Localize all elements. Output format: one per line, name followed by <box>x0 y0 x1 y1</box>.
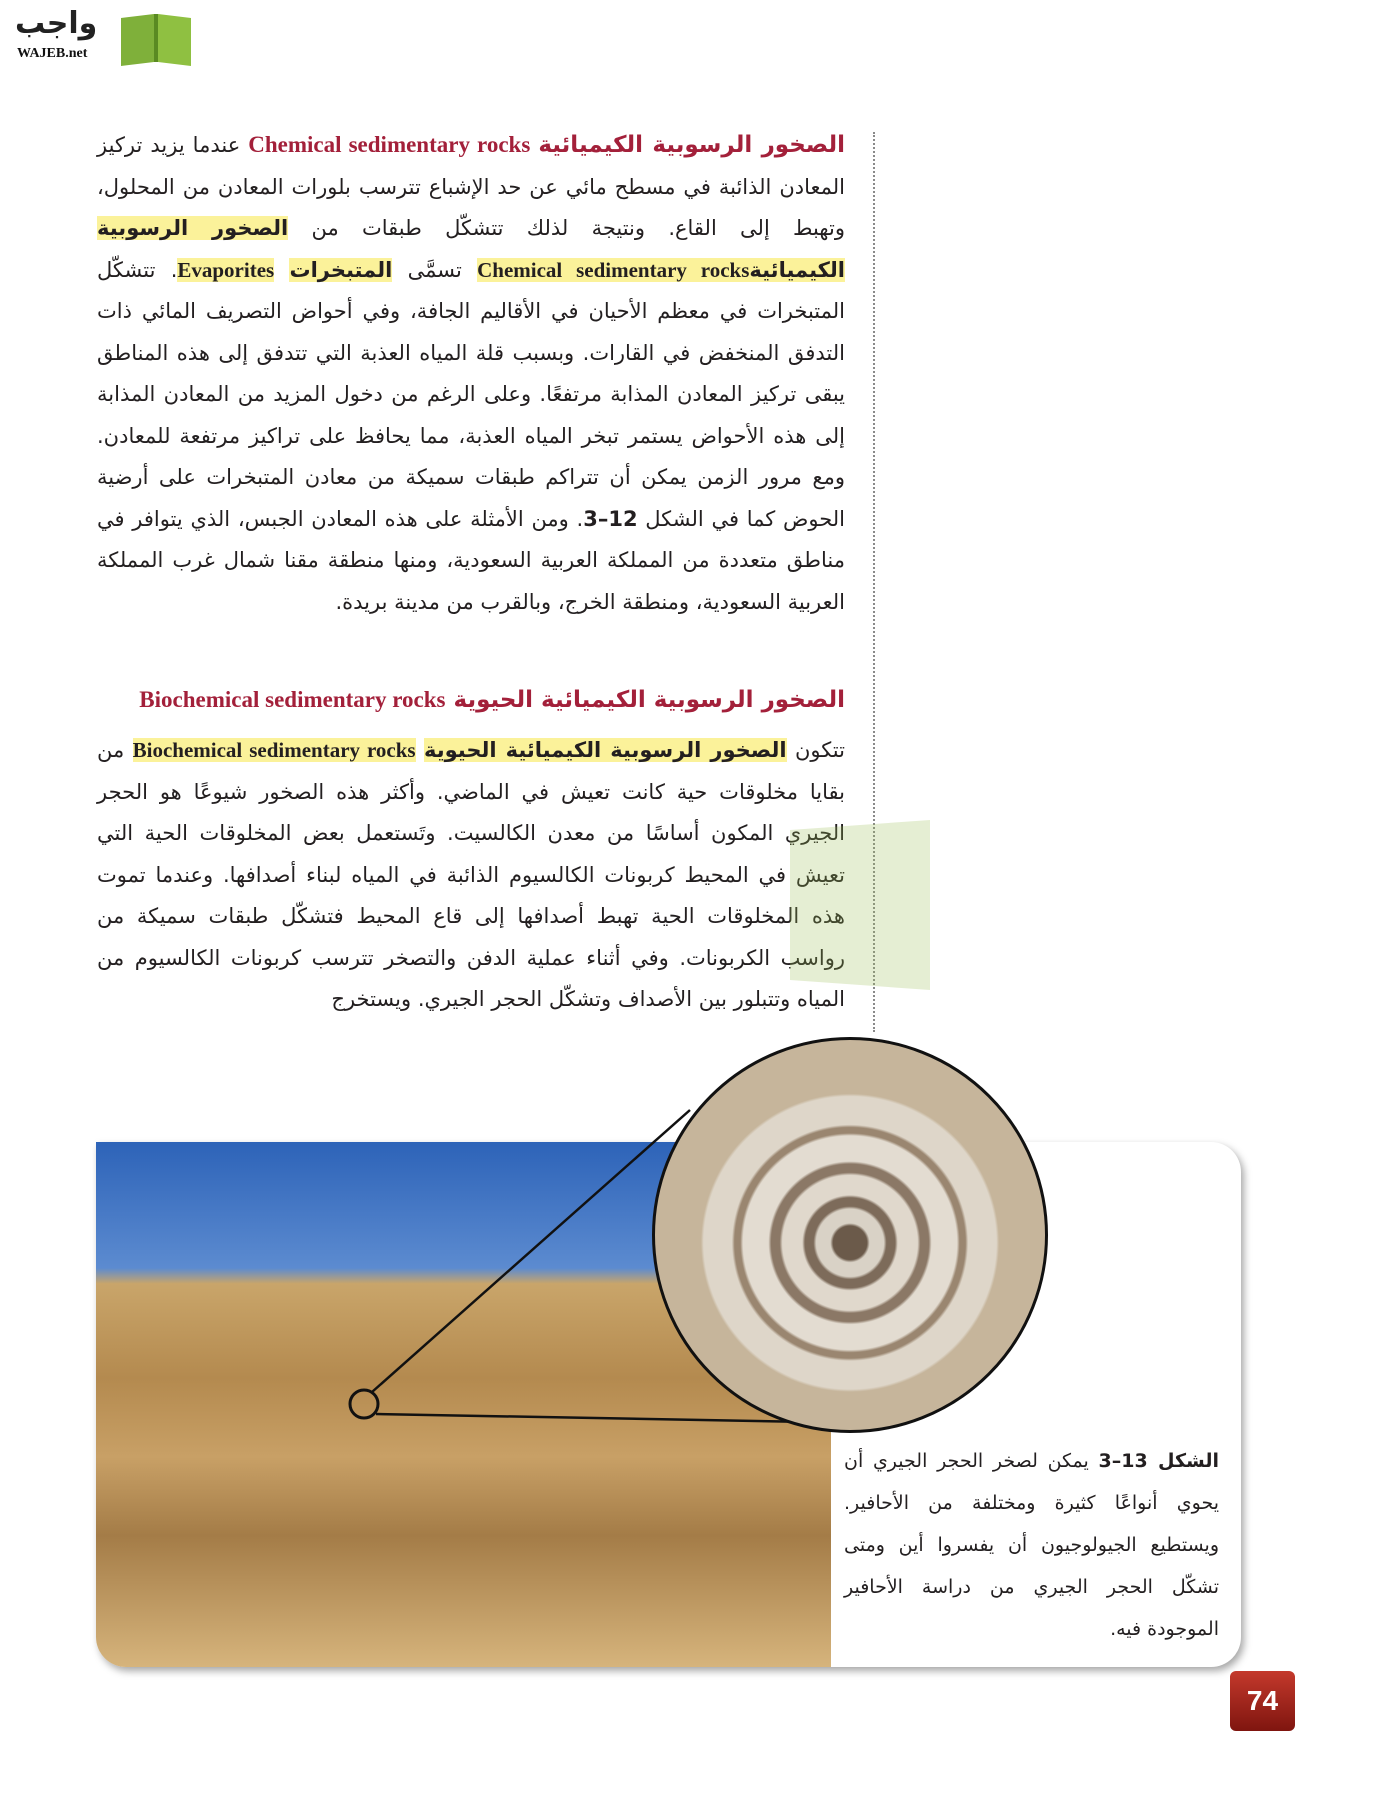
logo-latin: WAJEB.net <box>17 46 88 61</box>
term-highlight: الصخور الرسوبية الكيميائية الحيوية <box>424 738 787 762</box>
section-biochemical <box>97 680 845 1021</box>
ammonite-fossil-closeup <box>652 1037 1048 1433</box>
figure-caption <box>844 1440 1219 1650</box>
term-highlight: المتبخرات <box>289 257 393 282</box>
paragraph-chemical <box>97 125 845 623</box>
heading-chemical-ar: الصخور الرسوبية الكيميائية <box>538 132 845 158</box>
body-text: . ومن الأمثلة على هذه المعادن الجبس، الذي يتوافر في مناطق متعددة من المملكة العربية السعودية، ومنها منطقة مقنا شمال غرب المملكة العربية السعودية، ومنطقة الخرج، وبالقرب من مدينة بريدة. <box>97 506 845 614</box>
column-divider <box>873 132 875 1032</box>
body-text: من بقايا مخلوقات حية كانت تعيش في الماضي. وأكثر هذه الصخور شيوعًا هو الحجر الجيري المكون أساسًا من معدن الكالسيت. وتَستعمل بعض المخلوقات الحية التي تعيش في المحيط كربونات الكالسيوم الذائبة في المياه لبناء أصدافها. وعندما تموت هذه المخلوقات الحية تهبط أصدافها إلى قاع المحيط فتشكّل طبقات سميكة من رواسب الكربونات. وفي أثناء عملية الدفن والتصخر تترسب كربونات الكالسيوم من المياه وتتبلور بين الأصداف وتشكّل الحجر الجيري. ويستخرج <box>97 738 845 1011</box>
book-icon <box>117 10 195 66</box>
figure-label: الشكل 13–3 <box>1098 1450 1219 1472</box>
body-text: عندما يزيد تركيز المعادن الذائبة في مسطح مائي عن حد الإشباع تترسب بلورات المعادن من المحلول، وتهبط إلى القاع. ونتيجة لذلك تتشكّل طبقات من <box>97 133 845 240</box>
term-highlight-en: Chemical sedimentary rocks <box>477 257 750 282</box>
page-number: 74 <box>1230 1671 1295 1731</box>
body-text: تتكون <box>794 738 845 762</box>
wajeb-logo[interactable] <box>9 6 189 66</box>
heading-biochemical-ar: الصخور الرسوبية الكيميائية الحيوية <box>453 687 845 713</box>
section-chemical <box>97 125 845 623</box>
body-text: تسمَّى <box>407 257 462 282</box>
caption-text: يمكن لصخر الحجر الجيري أن يحوي أنواعًا كثيرة ومختلفة من الأحافير. ويستطيع الجيولوجيون أن يفسروا أين ومتى تشكّل الحجر الجيري من دراسة الأحافير الموجودة فيه. <box>844 1450 1219 1640</box>
heading-chemical-en: Chemical sedimentary rocks <box>248 132 531 157</box>
logo-arabic: واجب <box>15 6 98 41</box>
heading-biochemical <box>97 680 845 720</box>
term-highlight: الصخور الرسوبية الكيميائية <box>97 216 845 282</box>
term-highlight-en: Evaporites <box>177 257 275 282</box>
body-text: . تتشكّل المتبخرات في معظم الأحيان في الأقاليم الجافة، وفي أحواض التصريف المائي ذات التدفق المنخفض في القارات. وبسبب قلة المياه العذبة التي تتدفق إلى هذه المناطق يبقى تركيز المعادن المذابة مرتفعًا. وعلى الرغم من دخول المزيد من المعادن المذابة إلى هذه الأحواض يستمر تبخر المياه العذبة، مما يحافظ على تراكيز مرتفعة للمعادن. ومع مرور الزمن يمكن أن تتراكم طبقات سميكة من معادن المتبخرات على أرضية الحوض كما في الشكل <box>97 257 845 531</box>
term-highlight-en: Biochemical sedimentary rocks <box>132 738 416 762</box>
paragraph-biochemical <box>97 730 845 1021</box>
heading-biochemical-en: Biochemical sedimentary rocks <box>139 687 446 712</box>
figure-reference[interactable]: 12–3 <box>583 506 638 531</box>
